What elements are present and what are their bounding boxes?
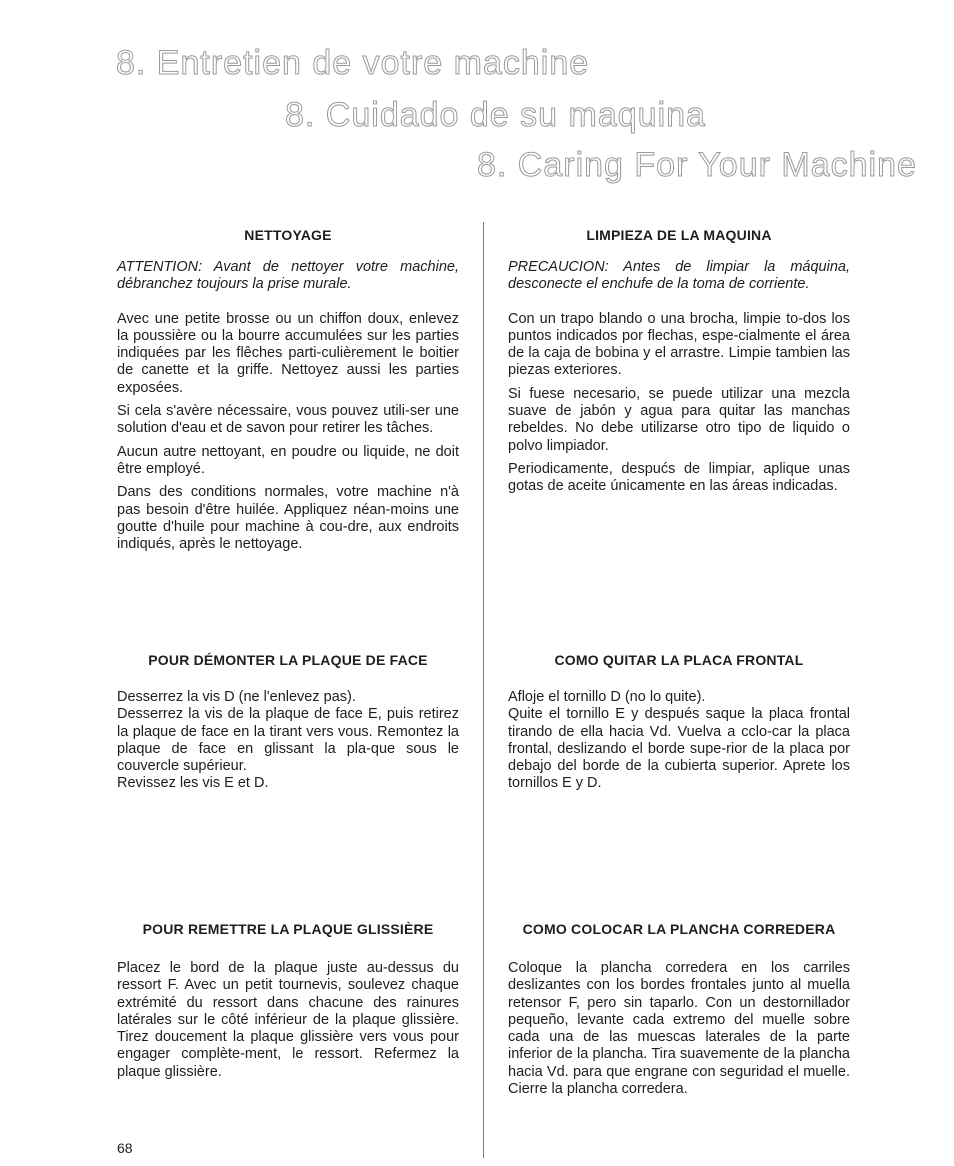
paragraph: Con un trapo blando o una brocha, limpie to-dos los puntos indicados por flechas, espe-cialmente el área de la caja de bobina y el arrastre. Limpie tambien las piezas exteriores. bbox=[508, 310, 850, 379]
section-colocar-plancha bbox=[508, 920, 850, 1098]
section-title: COMO QUITAR LA PLACA FRONTAL bbox=[554, 652, 804, 668]
title-english: 8. Caring For Your Machine bbox=[477, 146, 917, 184]
section-remettre-plaque bbox=[117, 920, 459, 1081]
section-title: LIMPIEZA DE LA MAQUINA bbox=[586, 227, 772, 243]
page-number: 68 bbox=[117, 1140, 133, 1156]
section-demonter-plaque bbox=[117, 651, 459, 793]
paragraph: Revissez les vis E et D. bbox=[117, 775, 269, 792]
paragraph: Placez le bord de la plaque juste au-dessus du ressort F. Avec un petit tournevis, soulevez chaque extrémité du ressort dans chacune des rainures latérales sur le côté inférieur de la plaque glissière. Tirez doucement la plaque glissière vers vous pour engager complète-ment, le ressort. Refermez la plaque glissière. bbox=[117, 960, 459, 1080]
paragraph: Aucun autre nettoyant, en poudre ou liquide, ne doit être employé. bbox=[117, 443, 459, 477]
column-divider bbox=[483, 222, 484, 1158]
paragraph: Desserrez la vis de la plaque de face E, puis retirez la plaque de face en la tirant vers vous. Remontez la plaque de face en glissant la pla-que sous le couvercle supérieur. bbox=[117, 706, 459, 775]
paragraph: Periodicamente, despućs de limpiar, aplique unas gotas de aceite únicamente en las áreas indicadas. bbox=[508, 460, 850, 495]
paragraph: Desserrez la vis D (ne l'enlevez pas). bbox=[117, 689, 356, 705]
paragraph: Afloje el tornillo D (no lo quite). bbox=[508, 689, 706, 705]
warning-text: PRECAUCION: Antes de limpiar la máquina, desconecte el enchufe de la toma de corriente. bbox=[508, 259, 850, 293]
section-limpieza bbox=[508, 226, 850, 496]
section-title: POUR REMETTRE LA PLAQUE GLISSIÈRE bbox=[142, 921, 434, 937]
paragraph: Dans des conditions normales, votre machine n'à pas besoin d'être huilée. Appliquez néan-moins une goutte d'huile pour machine à cou-dre, aux endroits indiqués, après le nettoyage. bbox=[117, 484, 459, 553]
title-french: 8. Entretien de votre machine bbox=[116, 44, 590, 82]
paragraph: Coloque la plancha corredera en los carriles deslizantes con los bordes frontales junto al muella retensor F, pero sin taparlo. Con un destornillador pequeño, levante cada extremo del muelle sobre cada una de las muescas laterales de la parte inferior de la plancha. Tira suavemente de la plancha hacia Vd. para que engrane con seguridad el muelle. Cierre la plancha corredera. bbox=[508, 960, 850, 1098]
paragraph: Avec une petite brosse ou un chiffon doux, enlevez la poussière ou la bourre accumulées sur les parties indiquées par les flêches parti-culièrement le boitier de canette et la griffe. Nettoyez aussi les parties exposées. bbox=[117, 310, 459, 396]
title-spanish: 8. Cuidado de su maquina bbox=[285, 96, 706, 134]
section-title: NETTOYAGE bbox=[244, 227, 332, 243]
section-title: POUR DÉMONTER LA PLAQUE DE FACE bbox=[148, 652, 428, 668]
section-quitar-placa bbox=[508, 651, 850, 793]
warning-text: ATTENTION: Avant de nettoyer votre machine, débranchez toujours la prise murale. bbox=[117, 259, 459, 293]
section-title: COMO COLOCAR LA PLANCHA CORREDERA bbox=[522, 921, 836, 937]
paragraph: Quite el tornillo E y después saque la placa frontal tirando de ella hacia Vd. Vuelva a cclo-car la placa frontal, deslizando el borde supe-rior de la placa por debajo del borde de la cubierta superior. Aprete los tornillos E y D. bbox=[508, 706, 850, 792]
paragraph: Si cela s'avère nécessaire, vous pouvez utili-ser une solution d'eau et de savon pour retirer les tâches. bbox=[117, 403, 459, 437]
paragraph: Si fuese necesario, se puede utilizar una mezcla suave de jabón y agua para quitar las manchas rebeldes. No debe utilizarse otro tipo de liquido o polvo limpiador. bbox=[508, 385, 850, 454]
section-nettoyage bbox=[117, 226, 459, 553]
